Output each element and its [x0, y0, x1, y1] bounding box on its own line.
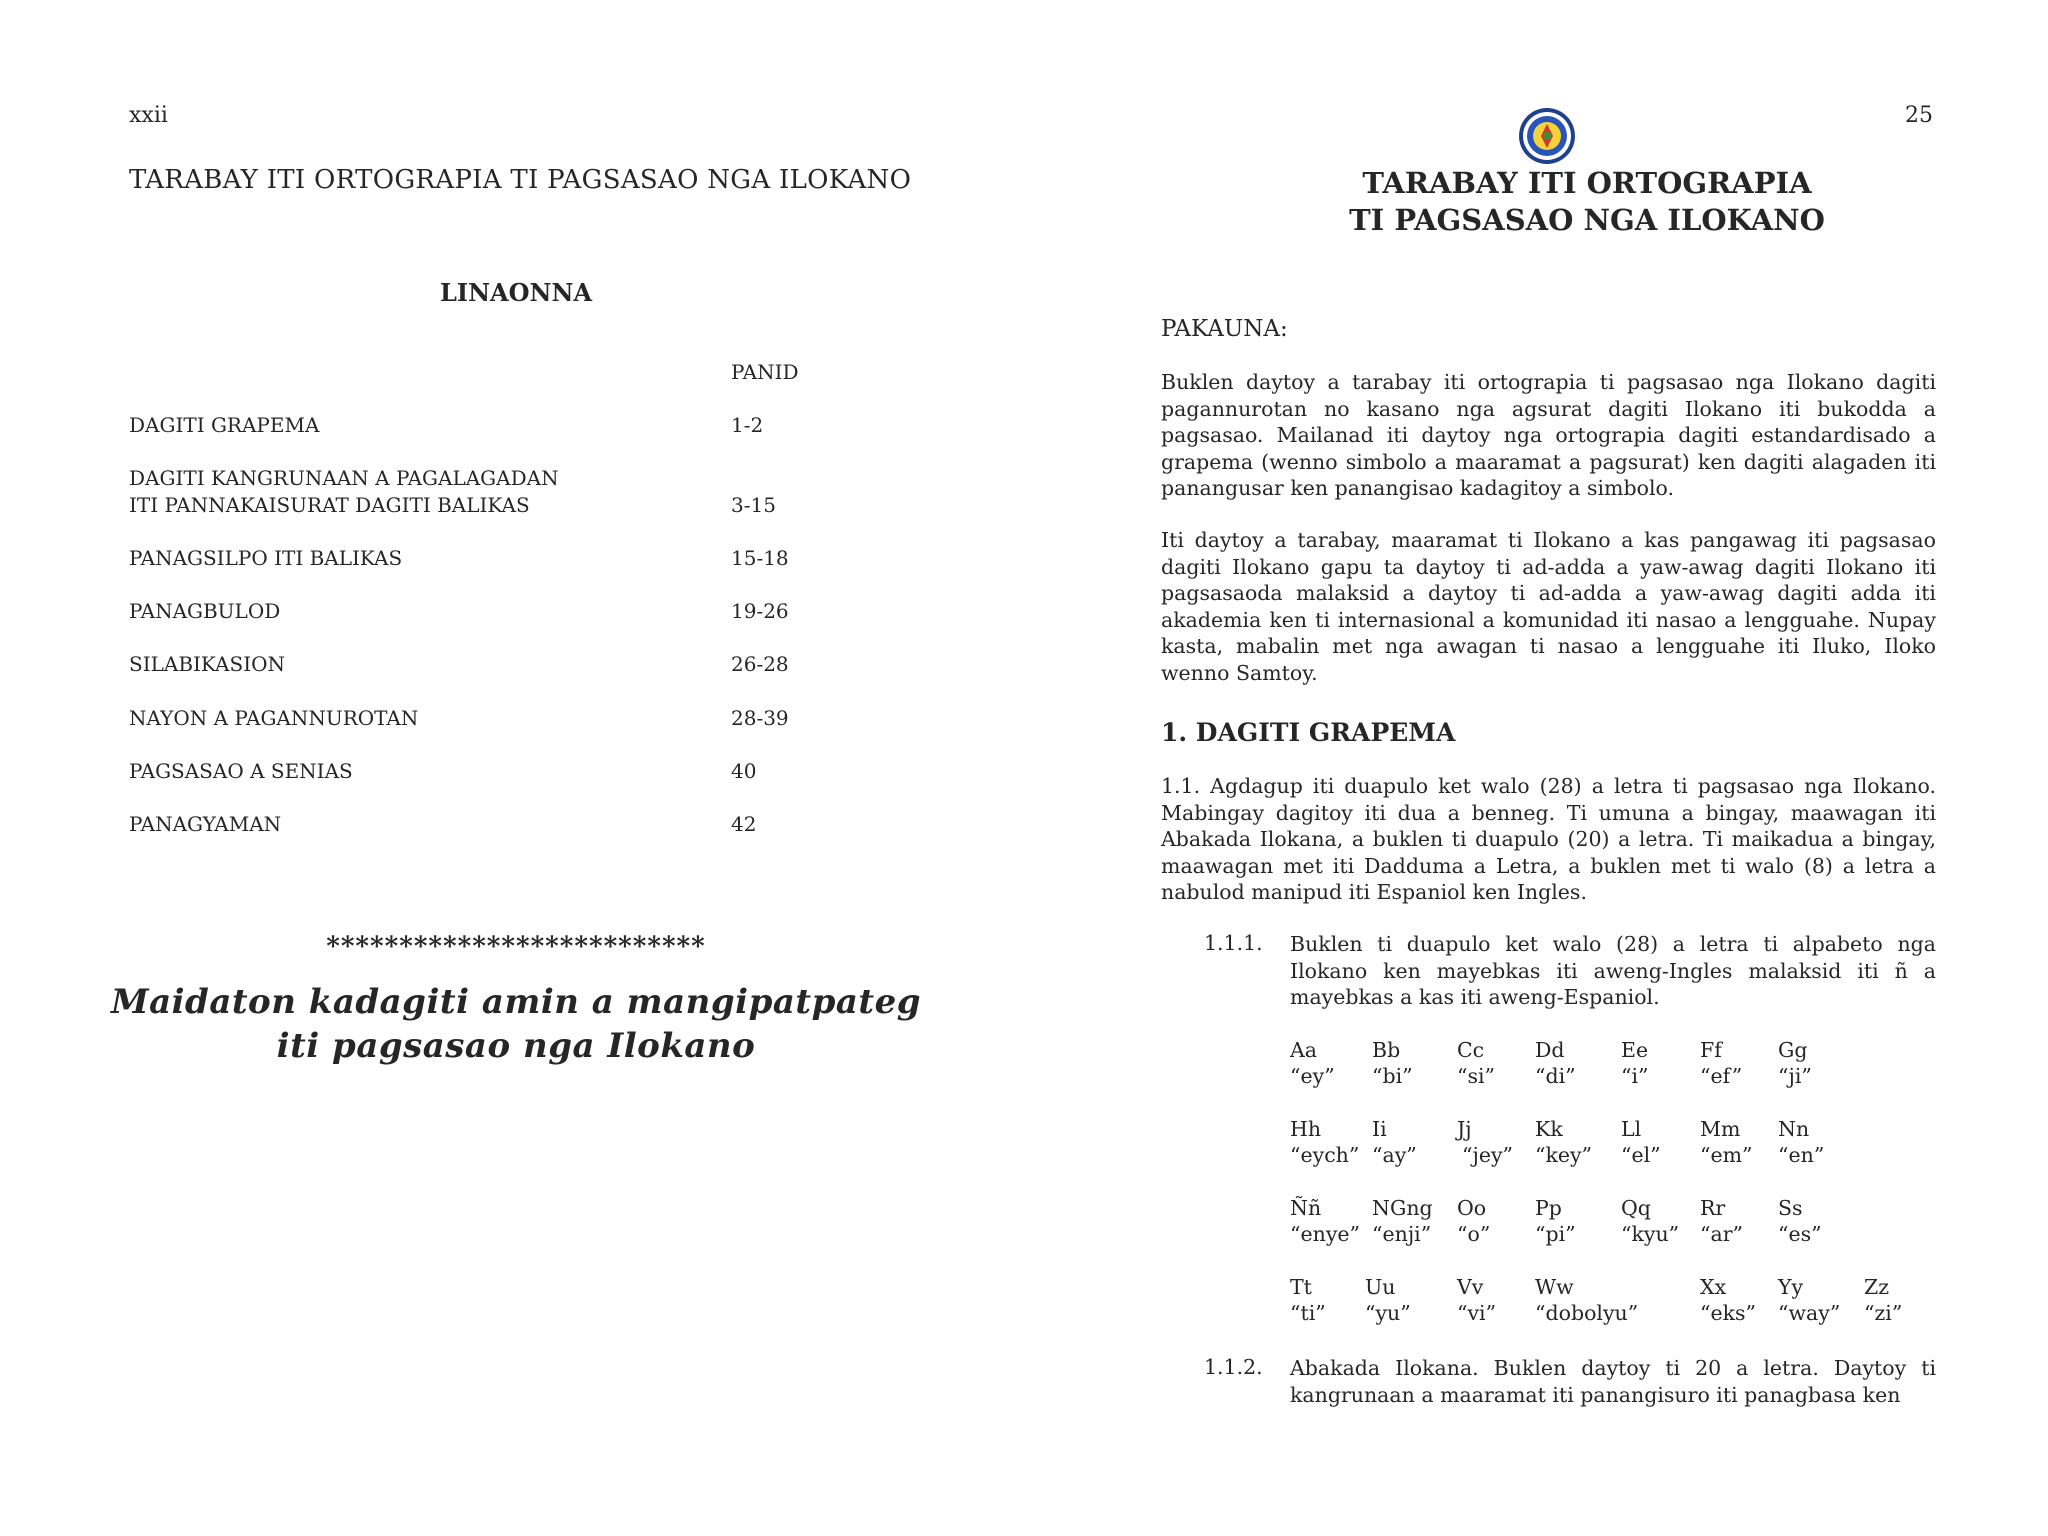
toc-entry-title: PAGSASAO A SENIAS	[129, 759, 353, 783]
alphabet-sound: “ti”	[1290, 1301, 1326, 1325]
main-title	[1237, 165, 1937, 239]
alphabet-sound: “di”	[1535, 1064, 1576, 1088]
separator-stars: **************************	[326, 932, 706, 962]
alphabet-letter: Tt	[1290, 1275, 1312, 1299]
paragraph-1: Buklen daytoy a tarabay iti ortograpia ti pagsasao nga Ilokano dagiti pagannurotan no kasano nga agsurat dagiti Ilokano iti bukodda a pagsasao. Mailanad iti daytoy nga ortograpia dagiti estandardisado a grapema (wenno simbolo a maaramat a pagsurat) ken dagiti alagaden iti panangusar ken panangisao kadagitoy a simbolo.	[1161, 370, 1936, 500]
main-title-line-1: TARABAY ITI ORTOGRAPIA	[1362, 166, 1812, 200]
toc-entry-title: NAYON A PAGANNUROTAN	[129, 706, 419, 730]
alphabet-letter: Ww	[1535, 1275, 1574, 1299]
alphabet-sound: “ar”	[1700, 1222, 1743, 1246]
dedication	[0, 980, 1032, 1068]
alphabet-letter: Yy	[1778, 1275, 1804, 1299]
komisyon-seal-icon	[1518, 107, 1576, 165]
alphabet-sound: “key”	[1535, 1143, 1593, 1167]
toc-entry-title-line2: ITI PANNAKAISURAT DAGITI BALIKAS	[129, 493, 530, 517]
alphabet-letter: Kk	[1535, 1117, 1563, 1141]
toc-entry-pages: 40	[731, 759, 757, 783]
alphabet-letter: Qq	[1621, 1196, 1651, 1220]
section-1-paragraph: 1.1. Agdagup iti duapulo ket walo (28) a letra ti pagsasao nga Ilokano. Mabingay dagitoy iti dua a benneg. Ti umuna a bingay, maawagan iti Abakada Ilokana, a buklen ti duapulo (20) a letra. Ti maikadua a bingay, maawagan met iti Dadduma a Letra, a buklen met ti walo (8) a letra a nabulod manipud iti Espaniol ken Ingles.	[1161, 774, 1936, 904]
alphabet-sound: “dobolyu”	[1535, 1301, 1639, 1325]
alphabet-letter: Ss	[1778, 1196, 1803, 1220]
toc-heading: LINAONNA	[439, 278, 593, 307]
alphabet-sound: “bi”	[1372, 1064, 1413, 1088]
alphabet-sound: “es”	[1778, 1222, 1822, 1246]
alphabet-sound: “zi”	[1864, 1301, 1903, 1325]
toc-entry-pages: 1-2	[731, 413, 764, 437]
alphabet-letter: Ii	[1372, 1117, 1387, 1141]
alphabet-letter: Nn	[1778, 1117, 1810, 1141]
alphabet-sound: “vi”	[1457, 1301, 1497, 1325]
alphabet-letter: Uu	[1365, 1275, 1396, 1299]
alphabet-sound: “ji”	[1778, 1064, 1812, 1088]
alphabet-sound: “si”	[1457, 1064, 1496, 1088]
alphabet-sound: “i”	[1621, 1064, 1649, 1088]
alphabet-sound: “ey”	[1290, 1064, 1335, 1088]
toc-column-header: PANID	[731, 360, 799, 384]
alphabet-sound: “enji”	[1372, 1222, 1432, 1246]
toc-entry-pages: 26-28	[731, 652, 789, 676]
toc-entry-pages: 42	[731, 812, 757, 836]
toc-entry-pages: 15-18	[731, 546, 789, 570]
alphabet-letter: Ee	[1621, 1038, 1649, 1062]
alphabet-sound: “yu”	[1365, 1301, 1411, 1325]
alphabet-letter: Aa	[1290, 1038, 1318, 1062]
page-number-left: xxii	[129, 103, 168, 128]
alphabet-sound: “eks”	[1700, 1301, 1757, 1325]
alphabet-letter: Ll	[1621, 1117, 1642, 1141]
dedication-line-2: iti pagsasao nga Ilokano	[276, 1026, 756, 1066]
toc-entry-title: PANAGYAMAN	[129, 812, 282, 836]
alphabet-sound: “kyu”	[1621, 1222, 1680, 1246]
alphabet-sound: “en”	[1778, 1143, 1825, 1167]
alphabet-letter: Bb	[1372, 1038, 1401, 1062]
toc-entry-title: DAGITI KANGRUNAAN A PAGALAGADAN	[129, 466, 559, 490]
main-title-line-2: TI PAGSASAO NGA ILOKANO	[1349, 203, 1825, 237]
toc-entry-pages: 3-15	[731, 493, 776, 517]
section-1-heading: 1. DAGITI GRAPEMA	[1161, 718, 1456, 747]
toc-entry-pages: 28-39	[731, 706, 789, 730]
item-number-1-1-2: 1.1.2.	[1204, 1355, 1263, 1379]
alphabet-sound: “el”	[1621, 1143, 1661, 1167]
toc-entry-title: SILABIKASION	[129, 652, 285, 676]
alphabet-letter: Hh	[1290, 1117, 1322, 1141]
alphabet-sound: “eych”	[1290, 1143, 1360, 1167]
toc-entry-pages: 19-26	[731, 599, 789, 623]
alphabet-sound: “way”	[1778, 1301, 1841, 1325]
alphabet-letter: Ññ	[1290, 1196, 1322, 1220]
item-text-1-1-2: Abakada Ilokana. Buklen daytoy ti 20 a letra. Daytoy ti kangrunaan a maaramat iti panangisuro iti panagbasa ken	[1290, 1356, 1936, 1407]
toc-entry-title: PANAGSILPO ITI BALIKAS	[129, 546, 403, 570]
alphabet-letter: Cc	[1457, 1038, 1485, 1062]
item-text-1-1-1: Buklen ti duapulo ket walo (28) a letra ti alpabeto nga Ilokano ken mayebkas iti aweng-Ingles malaksid iti ñ a mayebkas a kas iti aweng-Espaniol.	[1290, 932, 1936, 1009]
pakauna-label: PAKAUNA:	[1161, 316, 1288, 342]
running-title: TARABAY ITI ORTOGRAPIA TI PAGSASAO NGA ILOKANO	[129, 165, 912, 195]
alphabet-sound: “o”	[1457, 1222, 1491, 1246]
paragraph-2: Iti daytoy a tarabay, maaramat ti Ilokano a kas pangawag iti pagsasao dagiti Ilokano gapu ta daytoy ti ad-adda a yaw-awag dagiti Ilokano iti pagsasaoda malaksid a daytoy ti ad-adda a yaw-awag dagiti adda iti akademia ken ti internasional a komunidad iti nasao a lengguahe. Nupay kasta, mabalin met nga awagan ti nasao a lengguahe iti Iluko, Iloko wenno Samtoy.	[1161, 528, 1936, 685]
alphabet-letter: Rr	[1700, 1196, 1726, 1220]
alphabet-letter: Zz	[1864, 1275, 1890, 1299]
alphabet-letter: NGng	[1372, 1196, 1433, 1220]
alphabet-sound: “jey”	[1462, 1143, 1514, 1167]
alphabet-sound: “ef”	[1700, 1064, 1743, 1088]
alphabet-letter: Mm	[1700, 1117, 1741, 1141]
alphabet-letter: Xx	[1700, 1275, 1727, 1299]
alphabet-sound: “ay”	[1372, 1143, 1417, 1167]
alphabet-letter: Jj	[1457, 1117, 1472, 1141]
toc-entry-title: PANAGBULOD	[129, 599, 281, 623]
dedication-line-1: Maidaton kadagiti amin a mangipatpateg	[110, 982, 922, 1022]
alphabet-letter: Oo	[1457, 1196, 1487, 1220]
alphabet-letter: Pp	[1535, 1196, 1562, 1220]
alphabet-letter: Vv	[1457, 1275, 1484, 1299]
alphabet-sound: “enye”	[1290, 1222, 1361, 1246]
toc-entry-title: DAGITI GRAPEMA	[129, 413, 320, 437]
alphabet-letter: Dd	[1535, 1038, 1565, 1062]
alphabet-sound: “pi”	[1535, 1222, 1576, 1246]
page-number-right: 25	[1905, 103, 1933, 128]
item-number-1-1-1: 1.1.1.	[1204, 931, 1263, 955]
alphabet-sound: “em”	[1700, 1143, 1753, 1167]
alphabet-letter: Ff	[1700, 1038, 1722, 1062]
alphabet-letter: Gg	[1778, 1038, 1808, 1062]
